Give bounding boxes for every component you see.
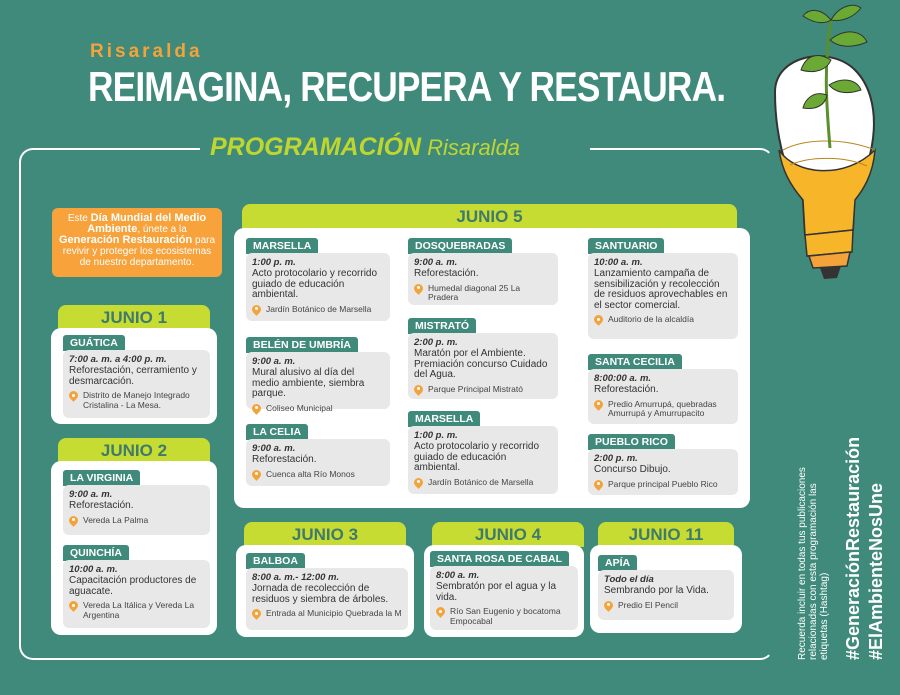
junio4-tab: JUNIO 4 bbox=[432, 522, 584, 547]
location-pin-icon bbox=[414, 385, 423, 397]
event-place: SANTUARIO bbox=[588, 238, 664, 254]
event-place: MISTRATÓ bbox=[408, 318, 476, 334]
program-title: PROGRAMACIÓN Risaralda bbox=[210, 133, 521, 161]
event-place: GUÁTICA bbox=[63, 335, 125, 351]
event-box: 9:00 a. m. Reforestación. Humedal diagonal 25 La Pradera bbox=[408, 253, 558, 305]
junio11-tab: JUNIO 11 bbox=[598, 522, 734, 547]
headline: REIMAGINA, RECUPERA Y RESTAURA. bbox=[88, 63, 726, 110]
event-place: MARSELLA bbox=[246, 238, 318, 254]
event-place: APÍA bbox=[598, 555, 637, 571]
location-pin-icon bbox=[252, 609, 261, 621]
event-box: 8:00 a. m.- 12:00 m. Jornada de recolección de residuos y siembra de árboles. Entrada al Municipio Quebrada la M bbox=[246, 568, 408, 630]
location-pin-icon bbox=[69, 391, 78, 403]
event-place: PUEBLO RICO bbox=[588, 434, 675, 450]
event-box: 9:00 a. m. Reforestación. Cuenca alta Río Monos bbox=[246, 439, 390, 486]
location-pin-icon bbox=[252, 470, 261, 482]
location-pin-icon bbox=[436, 607, 445, 619]
location-pin-icon bbox=[69, 516, 78, 528]
event-box: Todo el día Sembrando por la Vida. Predio El Pencil bbox=[598, 570, 734, 620]
event-box: 8:00 a. m. Sembratón por el agua y la vida. Río San Eugenio y bocatoma Empocabal bbox=[430, 566, 578, 630]
junio3-tab: JUNIO 3 bbox=[244, 522, 406, 547]
event-place: QUINCHÍA bbox=[63, 545, 129, 561]
event-box: 2:00 p. m. Concurso Dibujo. Parque principal Pueblo Rico bbox=[588, 449, 738, 495]
location-pin-icon bbox=[414, 478, 423, 490]
event-place: BELÉN DE UMBRÍA bbox=[246, 337, 358, 353]
hashtag-generacion: #GeneraciónRestauración bbox=[843, 436, 863, 660]
event-box: 9:00 a. m. Reforestación. Vereda La Palma bbox=[63, 485, 210, 535]
event-place: SANTA CECILIA bbox=[588, 354, 682, 370]
region-kicker: Risaralda bbox=[90, 41, 203, 62]
hashtag-reminder: Recuerda incluir en todas tus publicaciones relacionadas con esta programación las etiquetas (Hashtag) bbox=[797, 467, 830, 660]
event-box: 1:00 p. m. Acto protocolario y recorrido guiado de educación ambiental. Jardín Botánico de Marsella bbox=[246, 253, 390, 321]
event-box: 1:00 p. m. Acto protocolario y recorrido guiado de educación ambiental. Jardín Botánico de Marsella bbox=[408, 426, 558, 494]
location-pin-icon bbox=[252, 404, 261, 416]
intro-box: Este Día Mundial del Medio Ambiente, únete a la Generación Restauración para revivir y proteger los ecosistemas de nuestro departamento. bbox=[52, 208, 222, 277]
location-pin-icon bbox=[69, 601, 78, 613]
event-box: 10:00 a. m. Lanzamiento campaña de sensibilización y recolección de residuos aprovechables en el sector comercial. Auditorio de la alcaldía bbox=[588, 253, 738, 339]
event-place: LA VIRGINIA bbox=[63, 470, 140, 486]
event-box: 2:00 p. m. Maratón por el Ambiente. Premiación concurso Cuidado del Agua. Parque Principal Mistrató bbox=[408, 333, 558, 399]
junio2-tab: JUNIO 2 bbox=[58, 438, 210, 463]
event-place: BALBOA bbox=[246, 553, 305, 569]
hashtag-ambiente: #ElAmbienteNosUne bbox=[866, 482, 886, 660]
event-place: LA CELIA bbox=[246, 424, 308, 440]
location-pin-icon bbox=[604, 601, 613, 613]
location-pin-icon bbox=[594, 480, 603, 492]
event-box: 10:00 a. m. Capacitación productores de aguacate. Vereda La Itálica y Vereda La Argentina bbox=[63, 560, 210, 628]
location-pin-icon bbox=[414, 284, 423, 296]
event-place: SANTA ROSA DE CABAL bbox=[430, 551, 569, 567]
event-place: MARSELLA bbox=[408, 411, 480, 427]
location-pin-icon bbox=[594, 400, 603, 412]
event-box: 7:00 a. m. a 4:00 p. m. Reforestación, cerramiento y desmarcación. Distrito de Manejo Integrado Cristalina - La Mesa. bbox=[63, 350, 210, 418]
junio5-tab: JUNIO 5 bbox=[242, 204, 737, 230]
event-box: 8:00:00 a. m. Reforestación. Predio Amurrupá, quebradas Amurrupá y Amurrupacito bbox=[588, 369, 738, 424]
event-box: 9:00 a. m. Mural alusivo al día del medio ambiente, siembra parque. Coliseo Municipal bbox=[246, 352, 390, 409]
location-pin-icon bbox=[594, 315, 603, 327]
junio1-tab: JUNIO 1 bbox=[58, 305, 210, 330]
location-pin-icon bbox=[252, 305, 261, 317]
event-place: DOSQUEBRADAS bbox=[408, 238, 512, 254]
